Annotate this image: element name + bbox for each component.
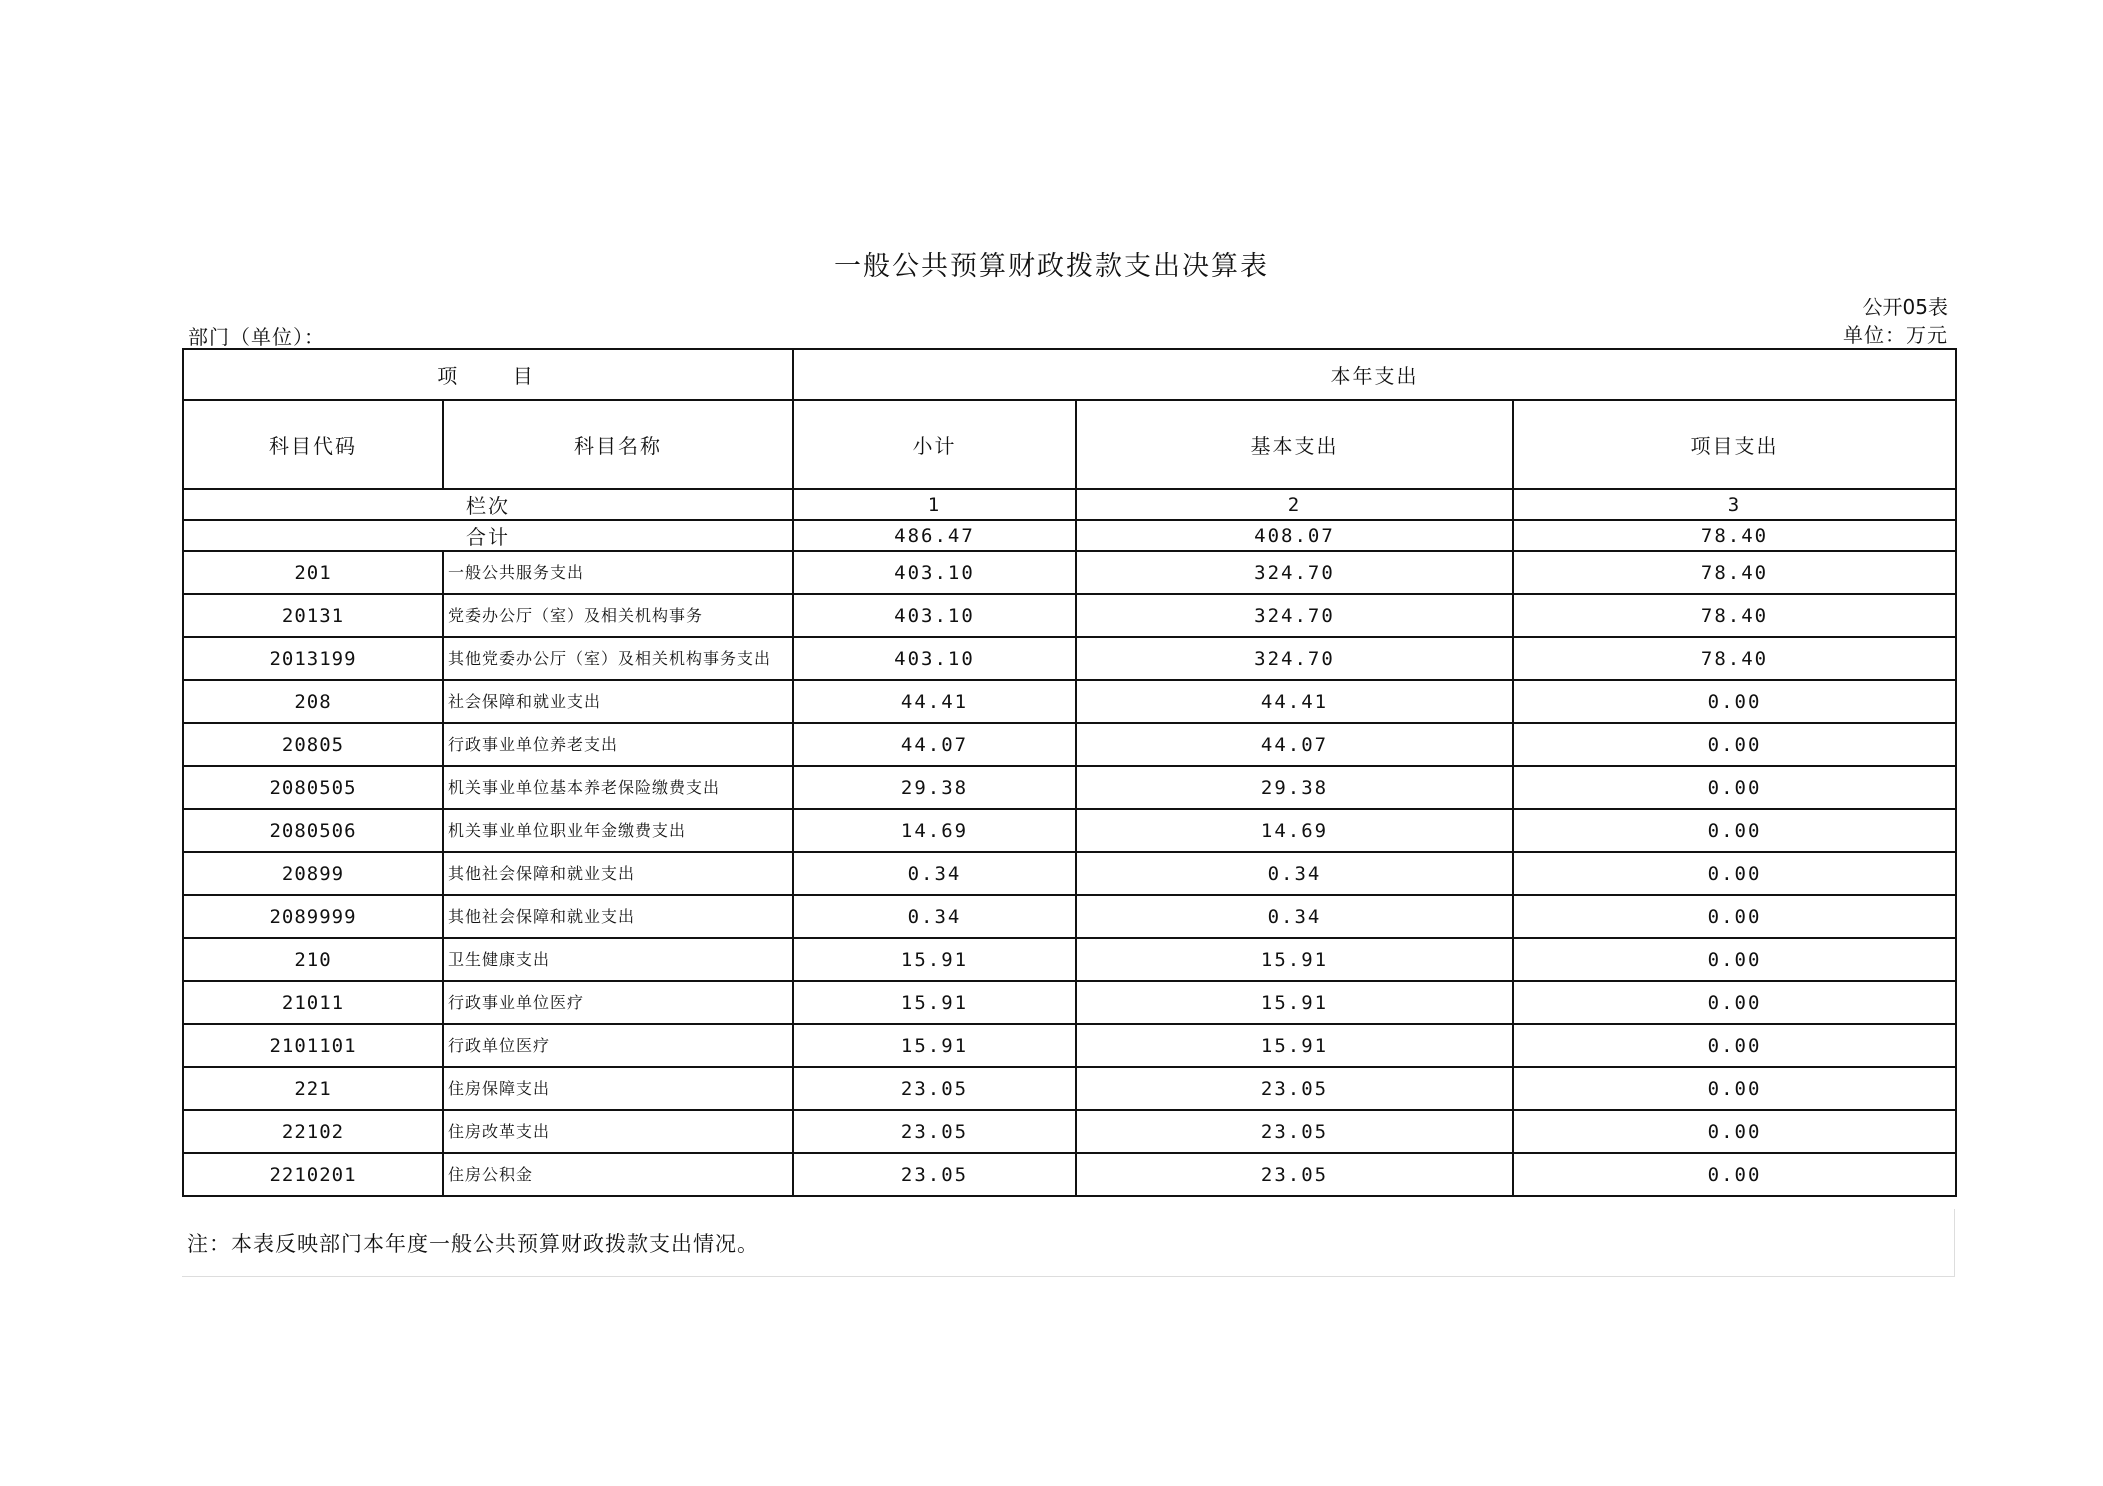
basic-cell: 324.70 [1076, 551, 1513, 594]
name-cell: 其他社会保障和就业支出 [443, 852, 793, 895]
name-cell: 机关事业单位职业年金缴费支出 [443, 809, 793, 852]
page-title: 一般公共预算财政拨款支出决算表 [834, 251, 1269, 282]
column-number-3: 3 [1513, 489, 1956, 520]
basic-cell: 29.38 [1076, 766, 1513, 809]
table-row [183, 938, 1956, 981]
project-cell: 0.00 [1513, 1153, 1956, 1196]
basic-cell: 15.91 [1076, 938, 1513, 981]
code-cell: 20899 [183, 852, 443, 895]
table-row [183, 766, 1956, 809]
code-cell: 20805 [183, 723, 443, 766]
code-cell: 210 [183, 938, 443, 981]
code-cell: 2089999 [183, 895, 443, 938]
name-cell: 卫生健康支出 [443, 938, 793, 981]
basic-cell: 23.05 [1076, 1067, 1513, 1110]
table-row [183, 852, 1956, 895]
project-cell: 78.40 [1513, 637, 1956, 680]
subtotal-cell: 15.91 [793, 981, 1076, 1024]
name-cell: 其他社会保障和就业支出 [443, 895, 793, 938]
subtotal-cell: 15.91 [793, 1024, 1076, 1067]
project-cell: 0.00 [1513, 981, 1956, 1024]
name-cell: 党委办公厅（室）及相关机构事务 [443, 594, 793, 637]
project-cell: 0.00 [1513, 723, 1956, 766]
name-cell: 机关事业单位基本养老保险缴费支出 [443, 766, 793, 809]
subtotal-cell: 23.05 [793, 1110, 1076, 1153]
column-number-2: 2 [1076, 489, 1513, 520]
table-row [183, 1110, 1956, 1153]
basic-cell: 0.34 [1076, 895, 1513, 938]
code-cell: 2013199 [183, 637, 443, 680]
code-cell: 221 [183, 1067, 443, 1110]
total-basic: 408.07 [1076, 520, 1513, 551]
name-cell: 一般公共服务支出 [443, 551, 793, 594]
total-subtotal: 486.47 [793, 520, 1076, 551]
basic-cell: 0.34 [1076, 852, 1513, 895]
header-row-top [183, 349, 1956, 400]
project-cell: 0.00 [1513, 1024, 1956, 1067]
table-row [183, 981, 1956, 1024]
subtotal-header: 小计 [793, 400, 1076, 489]
project-cell: 78.40 [1513, 594, 1956, 637]
subtotal-cell: 29.38 [793, 766, 1076, 809]
name-cell: 住房公积金 [443, 1153, 793, 1196]
project-header: 项目支出 [1513, 400, 1956, 489]
project-cell: 0.00 [1513, 809, 1956, 852]
code-cell: 22102 [183, 1110, 443, 1153]
table-note: 注：本表反映部门本年度一般公共预算财政拨款支出情况。 [182, 1209, 1955, 1277]
project-cell: 0.00 [1513, 938, 1956, 981]
table-row [183, 1067, 1956, 1110]
subtotal-cell: 23.05 [793, 1067, 1076, 1110]
subtotal-cell: 23.05 [793, 1153, 1076, 1196]
subtotal-cell: 403.10 [793, 551, 1076, 594]
name-header: 科目名称 [443, 400, 793, 489]
table-row [183, 895, 1956, 938]
table-row [183, 637, 1956, 680]
code-header: 科目代码 [183, 400, 443, 489]
name-cell: 住房改革支出 [443, 1110, 793, 1153]
basic-cell: 23.05 [1076, 1153, 1513, 1196]
header-row-bottom [183, 400, 1956, 489]
department-label: 部门（单位）： [188, 325, 325, 349]
basic-cell: 44.41 [1076, 680, 1513, 723]
column-number-1: 1 [793, 489, 1076, 520]
project-cell: 0.00 [1513, 852, 1956, 895]
unit-label: 单位：万元 [1843, 323, 1948, 347]
table-row [183, 723, 1956, 766]
name-cell: 行政事业单位医疗 [443, 981, 793, 1024]
code-cell: 2101101 [183, 1024, 443, 1067]
code-cell: 2080505 [183, 766, 443, 809]
total-label: 合计 [183, 520, 793, 551]
subtotal-cell: 44.41 [793, 680, 1076, 723]
basic-cell: 14.69 [1076, 809, 1513, 852]
expenditure-table [182, 348, 1957, 1197]
total-project: 78.40 [1513, 520, 1956, 551]
basic-cell: 15.91 [1076, 981, 1513, 1024]
project-cell: 0.00 [1513, 1067, 1956, 1110]
table-row [183, 1153, 1956, 1196]
subtotal-cell: 44.07 [793, 723, 1076, 766]
project-cell: 0.00 [1513, 1110, 1956, 1153]
basic-cell: 23.05 [1076, 1110, 1513, 1153]
table-row [183, 1024, 1956, 1067]
code-cell: 20131 [183, 594, 443, 637]
table-row [183, 809, 1956, 852]
subtotal-cell: 0.34 [793, 852, 1076, 895]
code-cell: 201 [183, 551, 443, 594]
form-code-label: 公开05表 [1862, 295, 1948, 319]
current-year-header: 本年支出 [793, 349, 1956, 400]
project-cell: 0.00 [1513, 766, 1956, 809]
code-cell: 208 [183, 680, 443, 723]
code-cell: 2210201 [183, 1153, 443, 1196]
basic-cell: 324.70 [1076, 594, 1513, 637]
name-cell: 行政事业单位养老支出 [443, 723, 793, 766]
subtotal-cell: 15.91 [793, 938, 1076, 981]
basic-cell: 324.70 [1076, 637, 1513, 680]
name-cell: 住房保障支出 [443, 1067, 793, 1110]
item-header: 项 目 [183, 349, 793, 400]
subtotal-cell: 0.34 [793, 895, 1076, 938]
basic-header: 基本支出 [1076, 400, 1513, 489]
table-row [183, 594, 1956, 637]
column-number-label: 栏次 [183, 489, 793, 520]
code-cell: 2080506 [183, 809, 443, 852]
subtotal-cell: 14.69 [793, 809, 1076, 852]
subtotal-cell: 403.10 [793, 637, 1076, 680]
basic-cell: 44.07 [1076, 723, 1513, 766]
name-cell: 其他党委办公厅（室）及相关机构事务支出 [443, 637, 793, 680]
column-number-row [183, 489, 1956, 520]
project-cell: 78.40 [1513, 551, 1956, 594]
basic-cell: 15.91 [1076, 1024, 1513, 1067]
subtotal-cell: 403.10 [793, 594, 1076, 637]
name-cell: 社会保障和就业支出 [443, 680, 793, 723]
table-row [183, 551, 1956, 594]
table-row [183, 680, 1956, 723]
name-cell: 行政单位医疗 [443, 1024, 793, 1067]
project-cell: 0.00 [1513, 680, 1956, 723]
total-row [183, 520, 1956, 551]
code-cell: 21011 [183, 981, 443, 1024]
project-cell: 0.00 [1513, 895, 1956, 938]
